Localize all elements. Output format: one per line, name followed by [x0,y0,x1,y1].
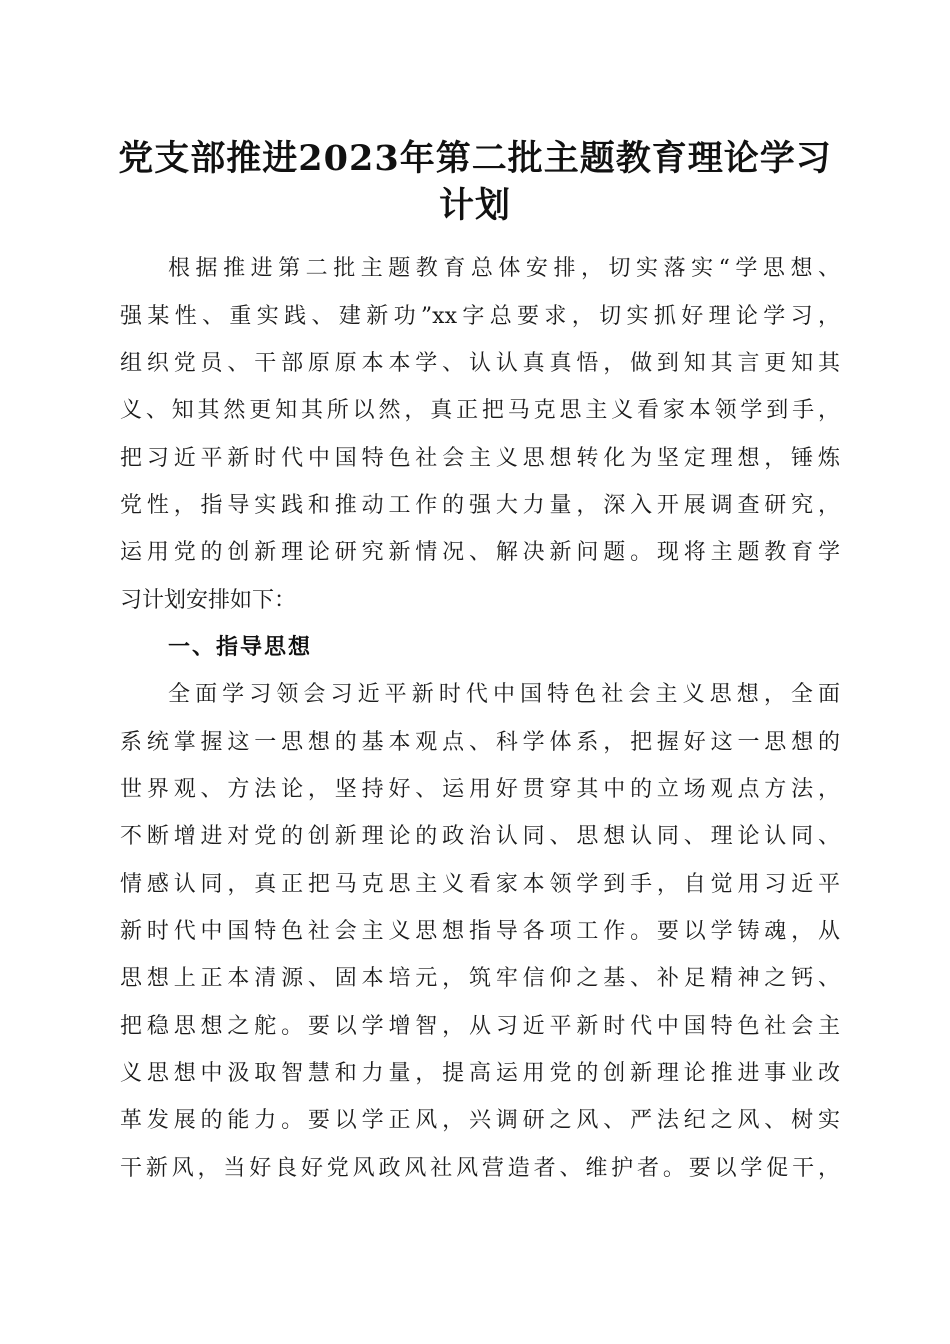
section-paragraph-line: 干新风，当好良好党风政风社风营造者、维护者。要以学促干， [120,1156,840,1181]
intro-paragraph-line: 把习近平新时代中国特色社会主义思想转化为坚定理想，锤炼 [120,446,840,471]
section-paragraph-line: 世界观、方法论，坚持好、运用好贯穿其中的立场观点方法， [120,777,840,802]
section-paragraph-line: 思想上正本清源、固本培元，筑牢信仰之基、补足精神之钙、 [120,966,840,991]
intro-paragraph-line: 党性，指导实践和推动工作的强大力量，深入开展调查研究， [120,493,840,518]
document-title-line-2: 计划 [438,185,511,226]
section-paragraph-line: 新时代中国特色社会主义思想指导各项工作。要以学铸魂，从 [120,919,840,944]
intro-paragraph-line: 根据推进第二批主题教育总体安排，切实落实“学思想、 [168,256,840,281]
section-paragraph-line: 情感认同，真正把马克思主义看家本领学到手，自觉用习近平 [120,872,840,897]
intro-paragraph-line: 强某性、重实践、建新功”xx字总要求，切实抓好理论学习， [120,304,840,329]
section-paragraph-line: 革发展的能力。要以学正风，兴调研之风、严法纪之风、树实 [120,1108,840,1133]
intro-paragraph-line: 运用党的创新理论研究新情况、解决新问题。现将主题教育学 [120,540,840,565]
section-paragraph-line: 系统掌握这一思想的基本观点、科学体系，把握好这一思想的 [120,730,840,755]
section-paragraph-line: 全面学习领会习近平新时代中国特色社会主义思想，全面 [168,682,840,707]
intro-paragraph-line: 习计划安排如下： [120,588,297,613]
intro-paragraph-line: 组织党员、干部原原本本学、认认真真悟，做到知其言更知其 [120,351,840,376]
intro-paragraph-line: 义、知其然更知其所以然，真正把马克思主义看家本领学到手， [120,398,840,423]
section-paragraph-line: 把稳思想之舵。要以学增智，从习近平新时代中国特色社会主 [120,1014,840,1039]
section-paragraph-line: 义思想中汲取智慧和力量，提高运用党的创新理论推进事业改 [120,1061,840,1086]
document-title-line-1: 党支部推进2023年第二批主题教育理论学习 [118,138,832,179]
section-heading-guiding-ideology: 一、指导思想 [168,635,313,660]
section-paragraph-line: 不断增进对党的创新理论的政治认同、思想认同、理论认同、 [120,824,840,849]
